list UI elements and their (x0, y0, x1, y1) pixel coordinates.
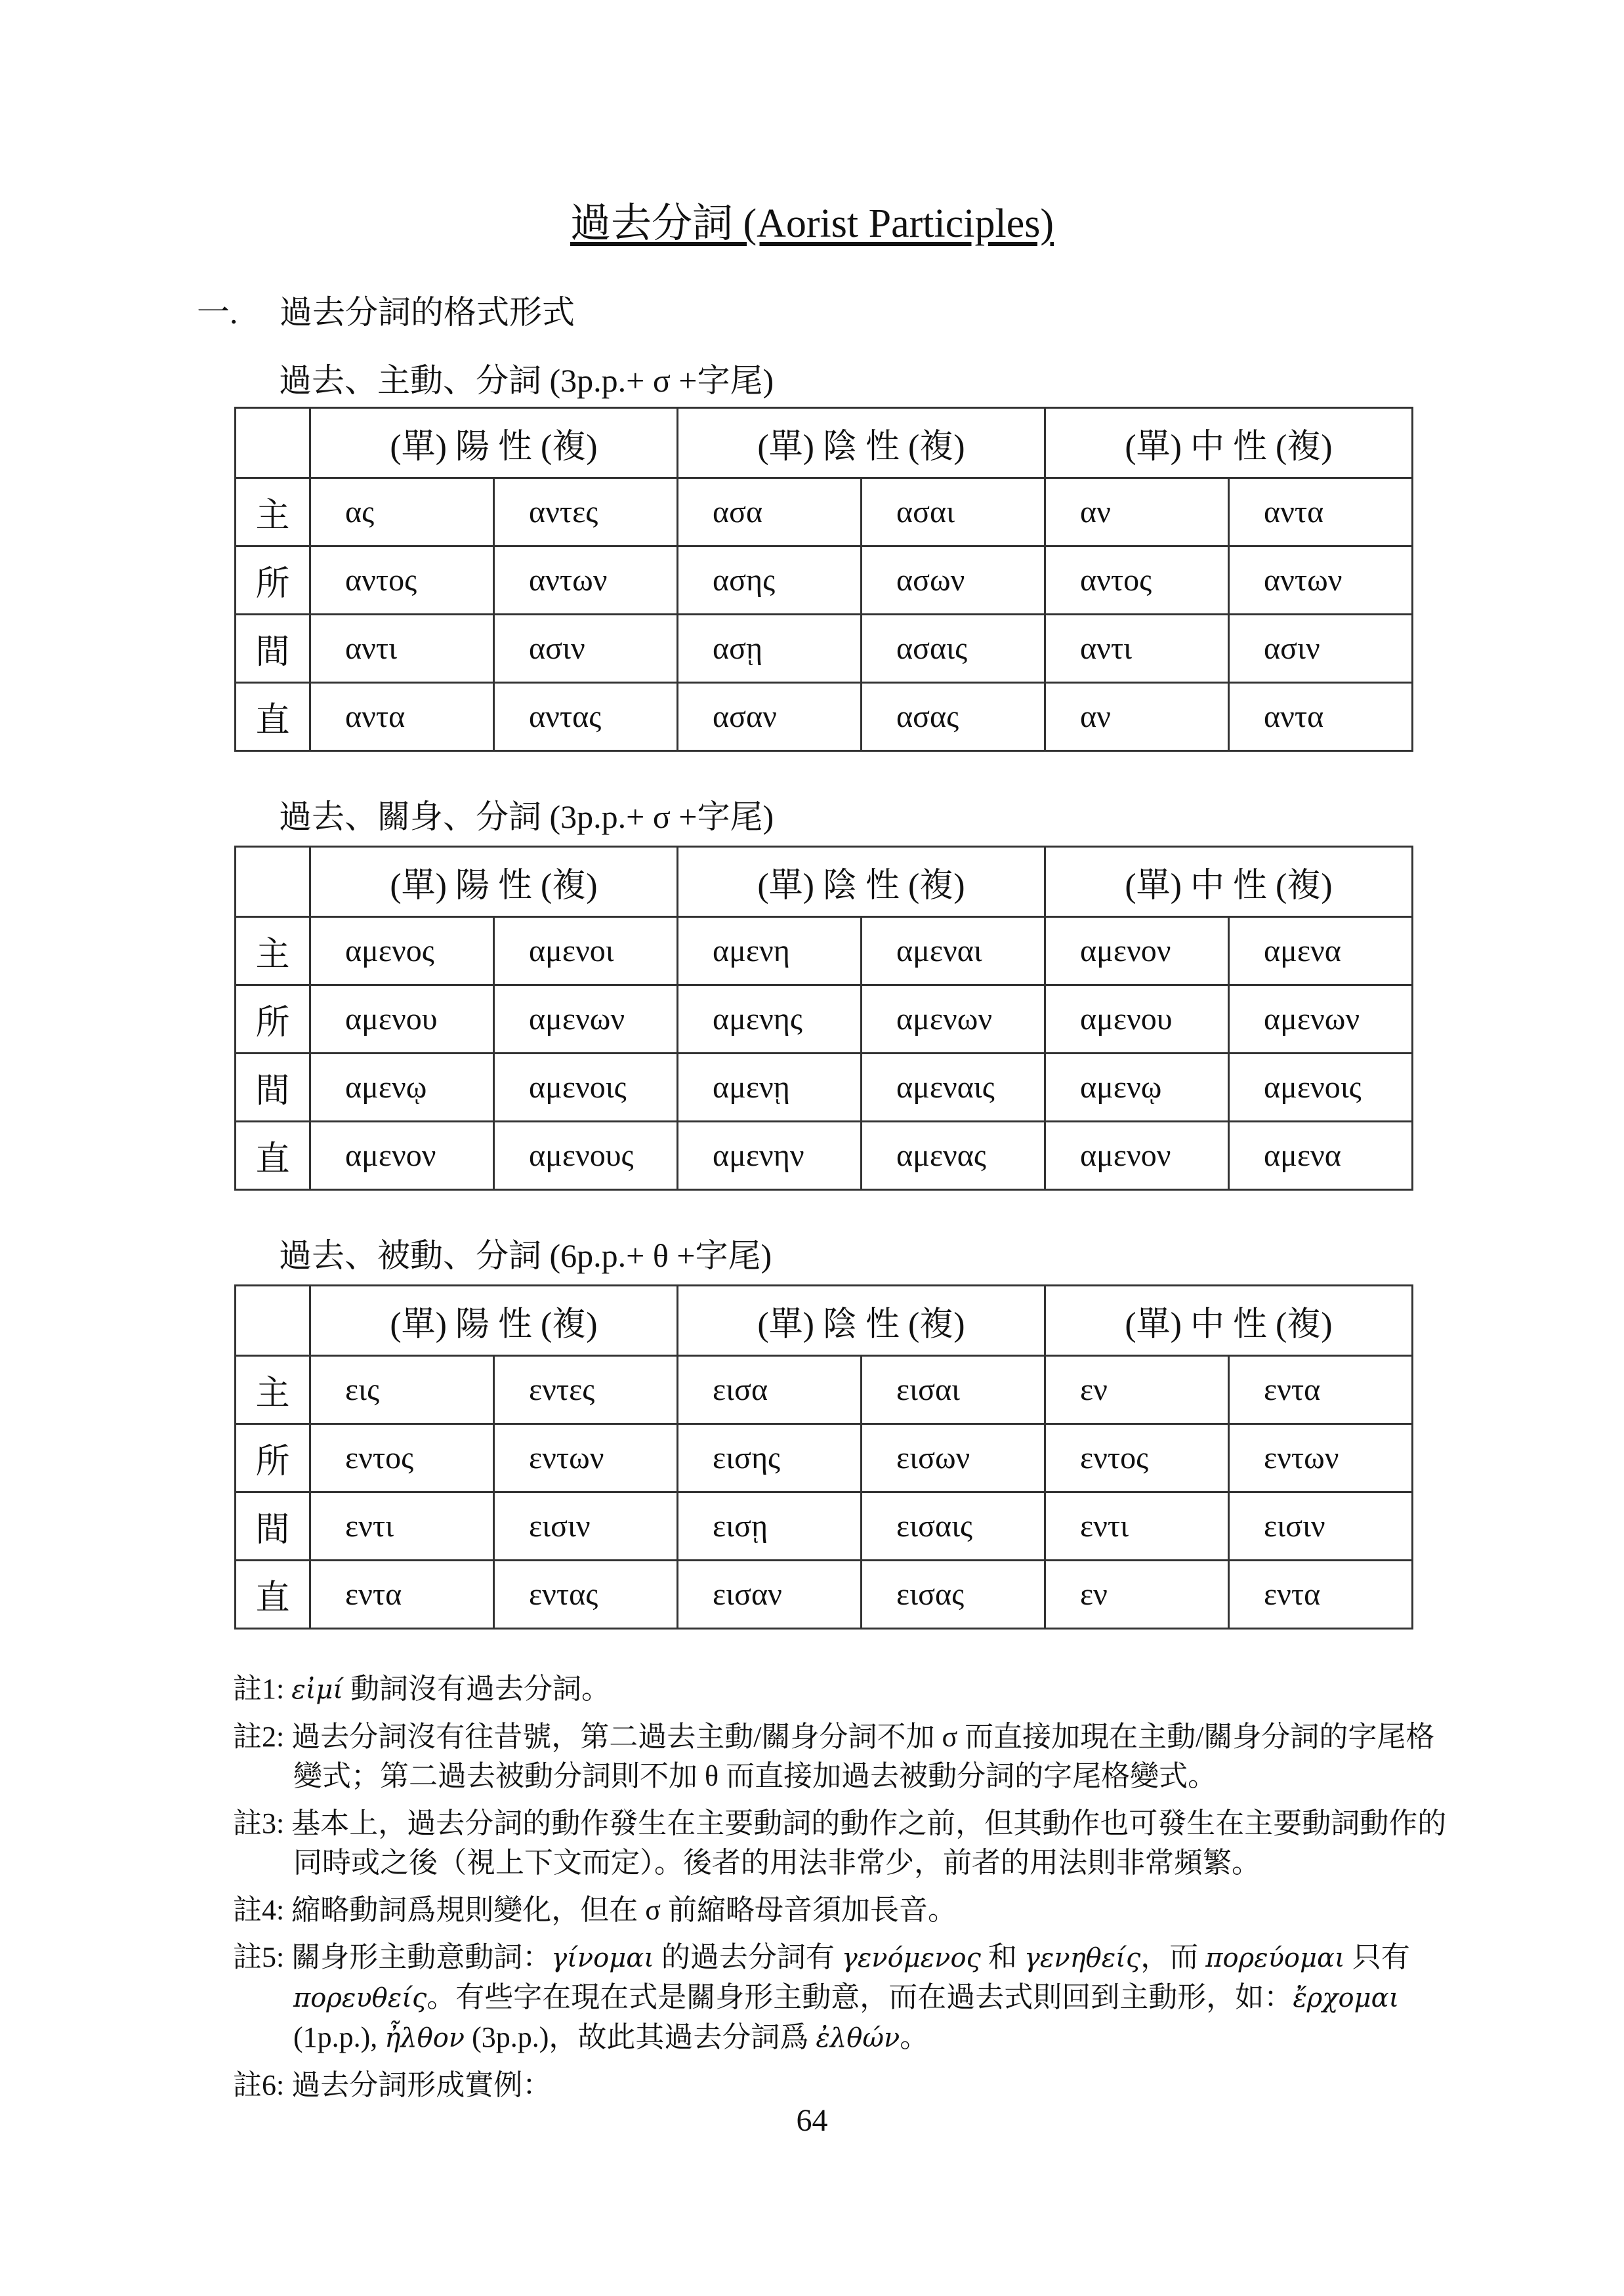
note-text: 縮略動詞爲規則變化，但在 σ 前縮略母音須加長音。 (291, 1894, 957, 1926)
case-label: 所 (236, 985, 310, 1054)
ending-cell: αντα (310, 683, 494, 751)
table-caption: 過去、關身、分詞 (3p.p.+ σ +字尾) (279, 798, 774, 835)
note (233, 2066, 1453, 2105)
ending-cell: ασιν (1229, 615, 1413, 683)
corner-cell (236, 847, 310, 917)
table-caption: 過去、被動、分詞 (6p.p.+ θ +字尾) (279, 1237, 772, 1274)
table-row (236, 1492, 1413, 1561)
case-label: 直 (236, 1122, 310, 1190)
note-label: 註2: (233, 1721, 292, 1753)
gender-header: (單) 中 性 (複) (1045, 408, 1413, 478)
ending-cell: αμενοι (494, 917, 678, 985)
note-label: 註1: (233, 1673, 292, 1705)
ending-cell: αντα (1229, 478, 1413, 546)
ending-cell: αντες (494, 478, 678, 546)
greek-word: ἔρχομαι (1293, 1983, 1400, 2013)
ending-cell: ασης (678, 546, 862, 615)
greek-word: ἦλθον (385, 2023, 465, 2053)
ending-cell: αμενα (1229, 917, 1413, 985)
ending-cell: αμενος (310, 917, 494, 985)
table-row (236, 985, 1413, 1054)
case-label: 間 (236, 1492, 310, 1561)
note-text: 。有些字在現在式是關身形主動意，而在過去式則回到主動形，如： (427, 1981, 1293, 2013)
ending-cell: εντες (494, 1356, 678, 1424)
note-text: 動詞沒有過去分詞。 (343, 1673, 611, 1705)
case-label: 主 (236, 917, 310, 985)
gender-header: (單) 陽 性 (複) (310, 1286, 678, 1356)
table-row (236, 917, 1413, 985)
ending-cell: ασαι (862, 478, 1045, 546)
gender-header: (單) 中 性 (複) (1045, 847, 1413, 917)
note-text: (1p.p.), (293, 2021, 385, 2053)
ending-cell: αμενης (678, 985, 862, 1054)
table-row (236, 615, 1413, 683)
ending-cell: εντος (1045, 1424, 1229, 1492)
case-label: 所 (236, 1424, 310, 1492)
paradigm-table (234, 407, 1413, 752)
greek-word: γίνομαι (551, 1943, 654, 1973)
corner-cell (236, 408, 310, 478)
ending-cell: αντος (310, 546, 494, 615)
ending-cell: αμενον (310, 1122, 494, 1190)
note-text: 只有 (1344, 1941, 1410, 1973)
ending-cell: ασαν (678, 683, 862, 751)
ending-cell: αν (1045, 478, 1229, 546)
corner-cell (236, 1286, 310, 1356)
note (233, 1891, 1453, 1930)
ending-cell: αμενῳ (310, 1054, 494, 1122)
section-label: 過去分詞的格式形式 (280, 294, 575, 331)
ending-cell: αμενον (1045, 917, 1229, 985)
paradigm-table (234, 846, 1413, 1191)
ending-cell: εντα (1229, 1561, 1413, 1629)
ending-cell: ας (310, 478, 494, 546)
paradigm-table (234, 1284, 1413, 1630)
ending-cell: εντι (1045, 1492, 1229, 1561)
ending-cell: αντων (1229, 546, 1413, 615)
note (233, 1717, 1453, 1796)
note-label: 註5: (233, 1941, 292, 1973)
ending-cell: αμενων (862, 985, 1045, 1054)
header-row (236, 847, 1413, 917)
ending-cell: αμενην (678, 1122, 862, 1190)
case-label: 直 (236, 1561, 310, 1629)
section-heading (197, 286, 575, 333)
note-label: 註4: (233, 1894, 292, 1926)
table-row (236, 1054, 1413, 1122)
note-text: 和 (980, 1941, 1024, 1973)
ending-cell: αμενον (1045, 1122, 1229, 1190)
gender-header: (單) 陽 性 (複) (310, 847, 678, 917)
greek-word: γενηθείς (1024, 1943, 1141, 1973)
ending-cell: αντι (1045, 615, 1229, 683)
page-number: 64 (796, 2103, 828, 2138)
ending-cell: εισῃ (678, 1492, 862, 1561)
case-label: 所 (236, 546, 310, 615)
ending-cell: αντι (310, 615, 494, 683)
case-label: 間 (236, 1054, 310, 1122)
ending-cell: εν (1045, 1356, 1229, 1424)
page-title: 過去分詞 (Aorist Participles) (570, 201, 1054, 246)
ending-cell: εντων (1229, 1424, 1413, 1492)
note (233, 1938, 1453, 2058)
ending-cell: ασιν (494, 615, 678, 683)
section-number: 一. (197, 294, 238, 331)
note (233, 1670, 1453, 1710)
case-label: 間 (236, 615, 310, 683)
ending-cell: αμενοις (494, 1054, 678, 1122)
greek-word: ἐλθών (816, 2023, 900, 2053)
case-label: 主 (236, 1356, 310, 1424)
ending-cell: εισιν (1229, 1492, 1413, 1561)
ending-cell: εισαν (678, 1561, 862, 1629)
table-row (236, 1356, 1413, 1424)
note-text: (3p.p.)，故此其過去分詞爲 (465, 2021, 816, 2053)
ending-cell: αντος (1045, 546, 1229, 615)
header-row (236, 408, 1413, 478)
ending-cell: ασας (862, 683, 1045, 751)
ending-cell: αμενων (1229, 985, 1413, 1054)
gender-header: (單) 中 性 (複) (1045, 1286, 1413, 1356)
table-row (236, 546, 1413, 615)
ending-cell: ασῃ (678, 615, 862, 683)
table-row (236, 478, 1413, 546)
header-row (236, 1286, 1413, 1356)
greek-word: γενόμενος (841, 1943, 981, 1973)
ending-cell: εισαις (862, 1492, 1045, 1561)
ending-cell: αντας (494, 683, 678, 751)
greek-word: πορευθείς (293, 1983, 427, 2013)
ending-cell: αμενους (494, 1122, 678, 1190)
note (233, 1804, 1453, 1883)
ending-cell: αμενα (1229, 1122, 1413, 1190)
ending-cell: εν (1045, 1561, 1229, 1629)
ending-cell: αμεναις (862, 1054, 1045, 1122)
note-text: 的過去分詞有 (654, 1941, 842, 1973)
ending-cell: αμενων (494, 985, 678, 1054)
ending-cell: εντα (1229, 1356, 1413, 1424)
note-label: 註3: (233, 1807, 292, 1839)
note-text: 過去分詞沒有往昔號，第二過去主動/關身分詞不加 σ 而直接加現在主動/關身分詞的字尾格變式；第二過去被動分詞則不加 θ 而直接加過去被動分詞的字尾格變式。 (291, 1721, 1435, 1792)
gender-header: (單) 陰 性 (複) (678, 1286, 1045, 1356)
table-caption: 過去、主動、分詞 (3p.p.+ σ +字尾) (279, 362, 774, 399)
greek-word: εἰμί (291, 1675, 344, 1705)
case-label: 主 (236, 478, 310, 546)
case-label: 直 (236, 683, 310, 751)
ending-cell: εις (310, 1356, 494, 1424)
ending-cell: ασα (678, 478, 862, 546)
ending-cell: εισιν (494, 1492, 678, 1561)
note-text: 過去分詞形成實例： (291, 2069, 552, 2101)
gender-header: (單) 陽 性 (複) (310, 408, 678, 478)
ending-cell: αμεναι (862, 917, 1045, 985)
notes (233, 1670, 1453, 2113)
ending-cell: αμενῃ (678, 1054, 862, 1122)
greek-word: πορεύομαι (1205, 1943, 1345, 1973)
ending-cell: εισας (862, 1561, 1045, 1629)
ending-cell: αμενη (678, 917, 862, 985)
ending-cell: αμενοις (1229, 1054, 1413, 1122)
ending-cell: αμενῳ (1045, 1054, 1229, 1122)
note-text: 。 (900, 2021, 929, 2053)
ending-cell: εντα (310, 1561, 494, 1629)
ending-cell: ασων (862, 546, 1045, 615)
ending-cell: αντα (1229, 683, 1413, 751)
ending-cell: εντας (494, 1561, 678, 1629)
note-text: 基本上，過去分詞的動作發生在主要動詞的動作之前，但其動作也可發生在主要動詞動作的同時或之後（視上下文而定）。後者的用法非常少，前者的用法則非常頻繁。 (291, 1807, 1447, 1879)
ending-cell: εισων (862, 1424, 1045, 1492)
table-row (236, 683, 1413, 751)
ending-cell: εισης (678, 1424, 862, 1492)
note-text: 關身形主動意動詞： (291, 1941, 552, 1973)
ending-cell: ασαις (862, 615, 1045, 683)
ending-cell: αντων (494, 546, 678, 615)
table-row (236, 1424, 1413, 1492)
gender-header: (單) 陰 性 (複) (678, 847, 1045, 917)
note-label: 註6: (233, 2069, 292, 2101)
ending-cell: εισαι (862, 1356, 1045, 1424)
ending-cell: εντων (494, 1424, 678, 1492)
table-row (236, 1122, 1413, 1190)
ending-cell: αμενου (310, 985, 494, 1054)
ending-cell: εντος (310, 1424, 494, 1492)
ending-cell: εισα (678, 1356, 862, 1424)
ending-cell: αμενου (1045, 985, 1229, 1054)
ending-cell: αν (1045, 683, 1229, 751)
ending-cell: αμενας (862, 1122, 1045, 1190)
gender-header: (單) 陰 性 (複) (678, 408, 1045, 478)
table-row (236, 1561, 1413, 1629)
note-text: ，而 (1140, 1941, 1206, 1973)
ending-cell: εντι (310, 1492, 494, 1561)
